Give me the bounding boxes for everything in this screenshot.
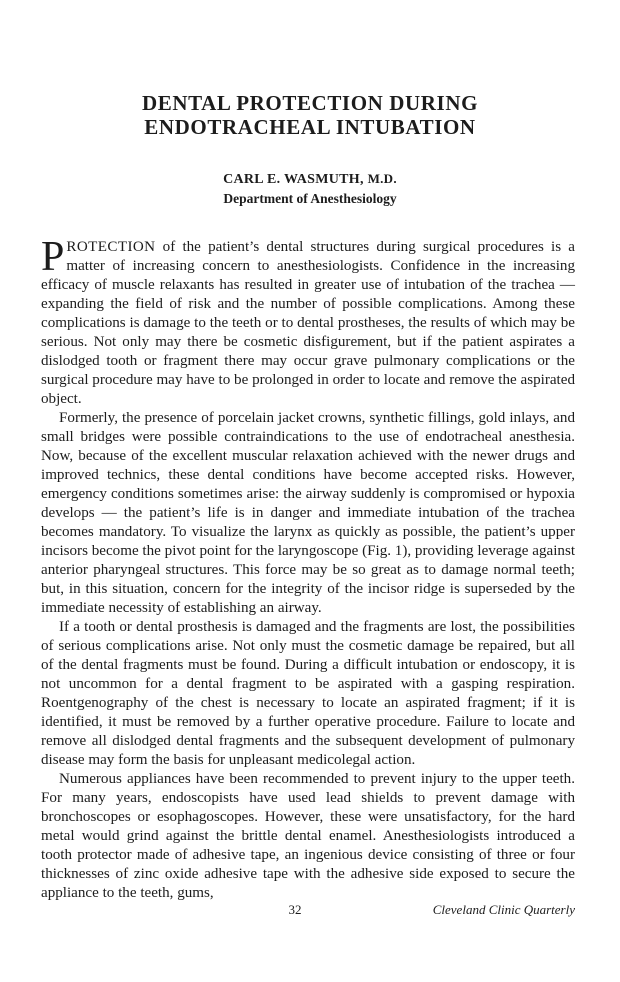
paragraph-1-text: of the patient’s dental structures during surgical procedures is a matter of increasing concern to anesthesiologists. Confidence in the increasing efficacy of muscle relaxants has resulted in greater use of intubation of the trachea — expanding the field of risk and the number of possible complications. Among these complications is damage to the teeth or to dental prostheses, the results of which may be serious. Not only may there be cosmetic disfigurement, but if the patient aspirates a dislodged tooth or fragment there may occur grave pulmonary complications or the surgical procedure may have to be prolonged in order to locate and remove the aspirated object. (41, 239, 575, 407)
journal-name: Cleveland Clinic Quarterly (432, 902, 575, 917)
author-name: CARL E. WASMUTH, (223, 172, 364, 187)
paragraph-3: If a tooth or dental prosthesis is damaged and the fragments are lost, the possibilities of serious complications arise. Not only must the cosmetic damage be repaired, but all of the dental fragments must be found. During a difficult intubation or endoscopy, it is not uncommon for a dental fragment to be aspirated with a gasping respiration. Roentgenography of the chest is necessary to locate an aspirated fragment; if it is identified, it must be removed by a further operative procedure. Failure to locate and remove all dislodged dental fragments and the subsequent development of pulmonary disease may form the basis for unpleasant medicolegal action. (41, 619, 575, 768)
paragraph-4: Numerous appliances have been recommended to prevent injury to the upper teeth. For many years, endoscopists have used lead shields to prevent damage with bronchoscopes or esophagoscopes. However, these were unsatisfactory, for the hard metal would grind against the brittle dental enamel. Anesthesiologists introduced a tooth protector made of adhesive tape, an ingenious device consisting of three or four thicknesses of zinc oxide adhesive tape with the adhesive side exposed to secure the appliance to the teeth, gums, (41, 771, 575, 901)
drop-cap: P (41, 234, 65, 280)
article-body (41, 234, 576, 903)
paragraph-2: Formerly, the presence of porcelain jacket crowns, synthetic fillings, gold inlays, and small bridges were possible contraindications to the use of endotracheal anesthesia. Now, because of the excellent muscular relaxation achieved with the newer drugs and improved technics, these dental conditions have become accepted risks. However, emergency conditions sometimes arise: the airway suddenly is compromised or hypoxia develops — the patient’s life is in danger and immediate intubation of the trachea becomes mandatory. To visualize the larynx as quickly as possible, the patient’s upper incisors become the pivot point for the laryngoscope (Fig. 1), providing leverage against anterior pharyngeal structures. This force may be so great as to damage normal teeth; but, in this situation, concern for the integrity of the incisor ridge is superseded by the immediate necessity of establishing an airway. (41, 410, 576, 616)
page-footer (0, 900, 620, 920)
paragraph-1 (41, 234, 575, 409)
author-degree: M.D. (367, 171, 397, 186)
article-title-line-2: ENDOTRACHEAL INTUBATION (144, 115, 476, 139)
author-byline (0, 170, 620, 189)
lead-in-caps: ROTECTION (66, 239, 156, 255)
author-department: Department of Anesthesiology (223, 191, 397, 206)
article-title-line-1: DENTAL PROTECTION DURING (141, 91, 479, 115)
page-number: 32 (288, 902, 302, 917)
